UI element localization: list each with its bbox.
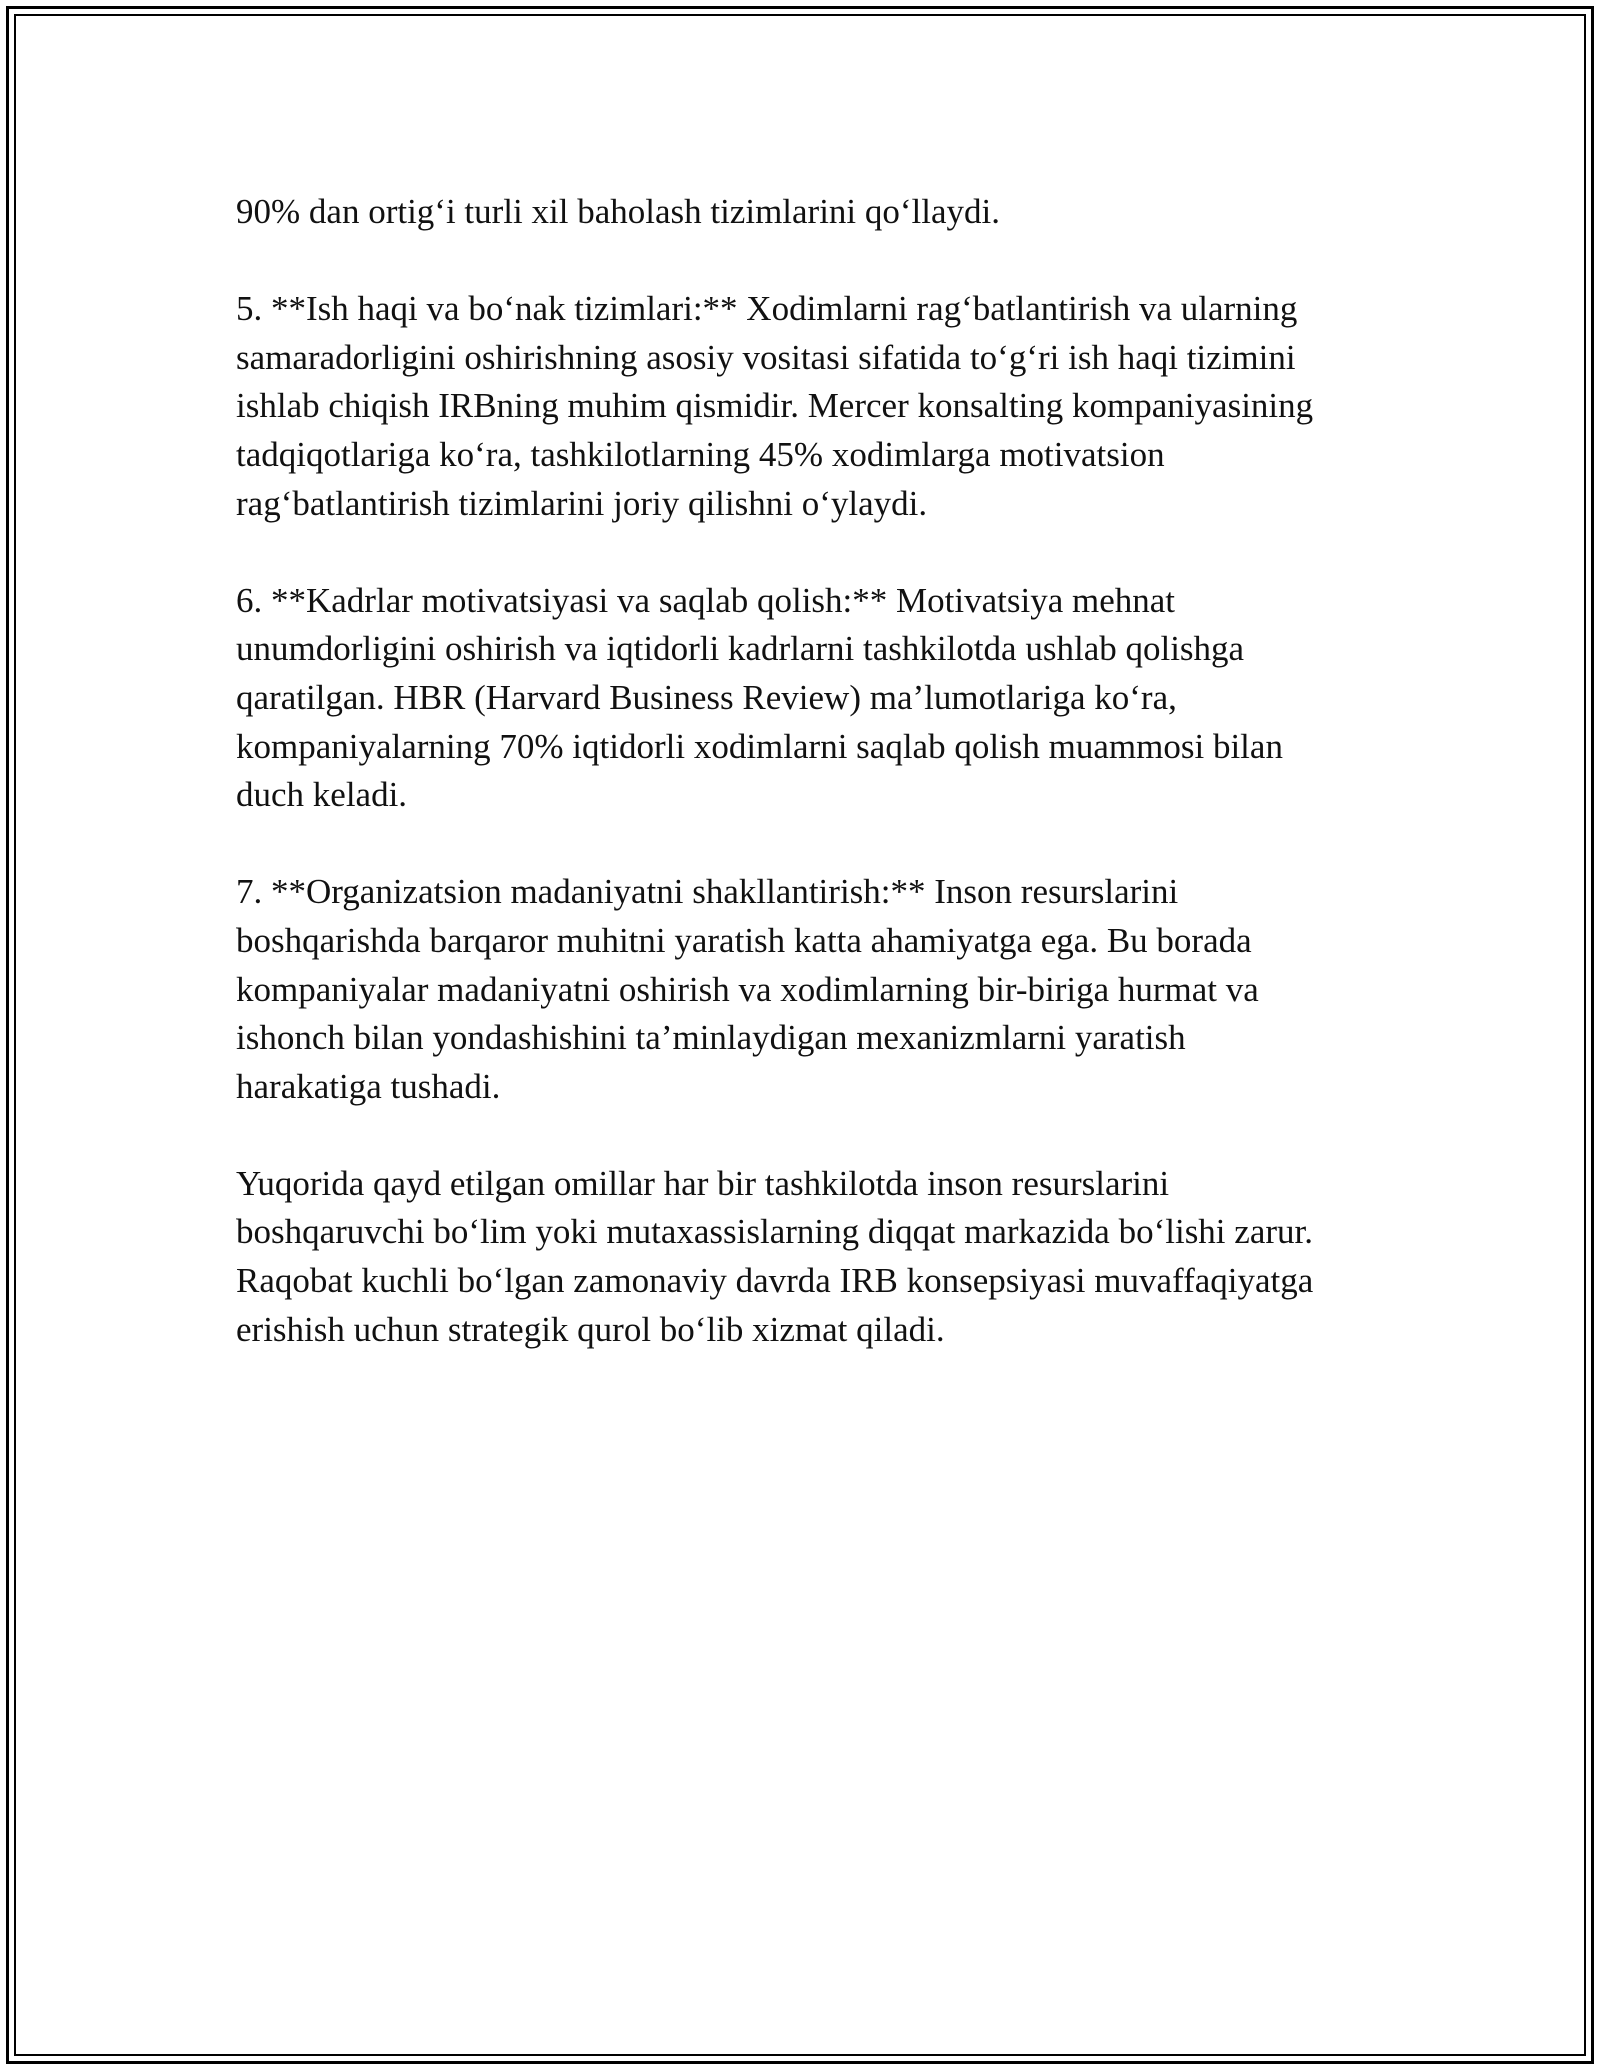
paragraph-staff-motivation: 6. **Kadrlar motivatsiyasi va saqlab qolish:** Motivatsiya mehnat unumdorligini oshirish va iqtidorli kadrlarni tashkilotda ushlab qolishga qaratilgan. HBR (Harvard Business Review) ma’lumotlariga ko‘ra, kompaniyalarning 70% iqtidorli xodimlarni saqlab qolish muammosi bilan duch keladi.: [236, 580, 1283, 815]
document-body: [236, 188, 1386, 1403]
paragraph-assessment-continuation: 90% dan ortig‘i turli xil baholash tizimlarini qo‘llaydi.: [236, 192, 1001, 231]
paragraph-salary-systems: 5. **Ish haqi va bo‘nak tizimlari:** Xodimlarni rag‘batlantirish va ularning samaradorligini oshirishning asosiy vositasi sifatida to‘g‘ri ish haqi tizimini ishlab chiqish IRBning muhim qismidir. Mercer konsalting kompaniyasining tadqiqotlariga ko‘ra, tashkilotlarning 45% xodimlarga motivatsion rag‘batlantirish tizimlarini joriy qilishni o‘ylaydi.: [236, 289, 1314, 523]
paragraph-organizational-culture: 7. **Organizatsion madaniyatni shakllantirish:** Inson resurslarini boshqarishda barqaror muhitni yaratish katta ahamiyatga ega. Bu borada kompaniyalar madaniyatni oshirish va xodimlarning bir-biriga hurmat va ishonch bilan yondashishini ta’minlaydigan mexanizmlarni yaratish harakatiga tushadi.: [236, 872, 1259, 1106]
paragraph-conclusion: Yuqorida qayd etilgan omillar har bir tashkilotda inson resurslarini boshqaruvchi bo‘lim yoki mutaxassislarning diqqat markazida bo‘lishi zarur. Raqobat kuchli bo‘lgan zamonaviy davrda IRB konsepsiyasi muvaffaqiyatga erishish uchun strategik qurol bo‘lib xizmat qiladi.: [236, 1163, 1314, 1349]
